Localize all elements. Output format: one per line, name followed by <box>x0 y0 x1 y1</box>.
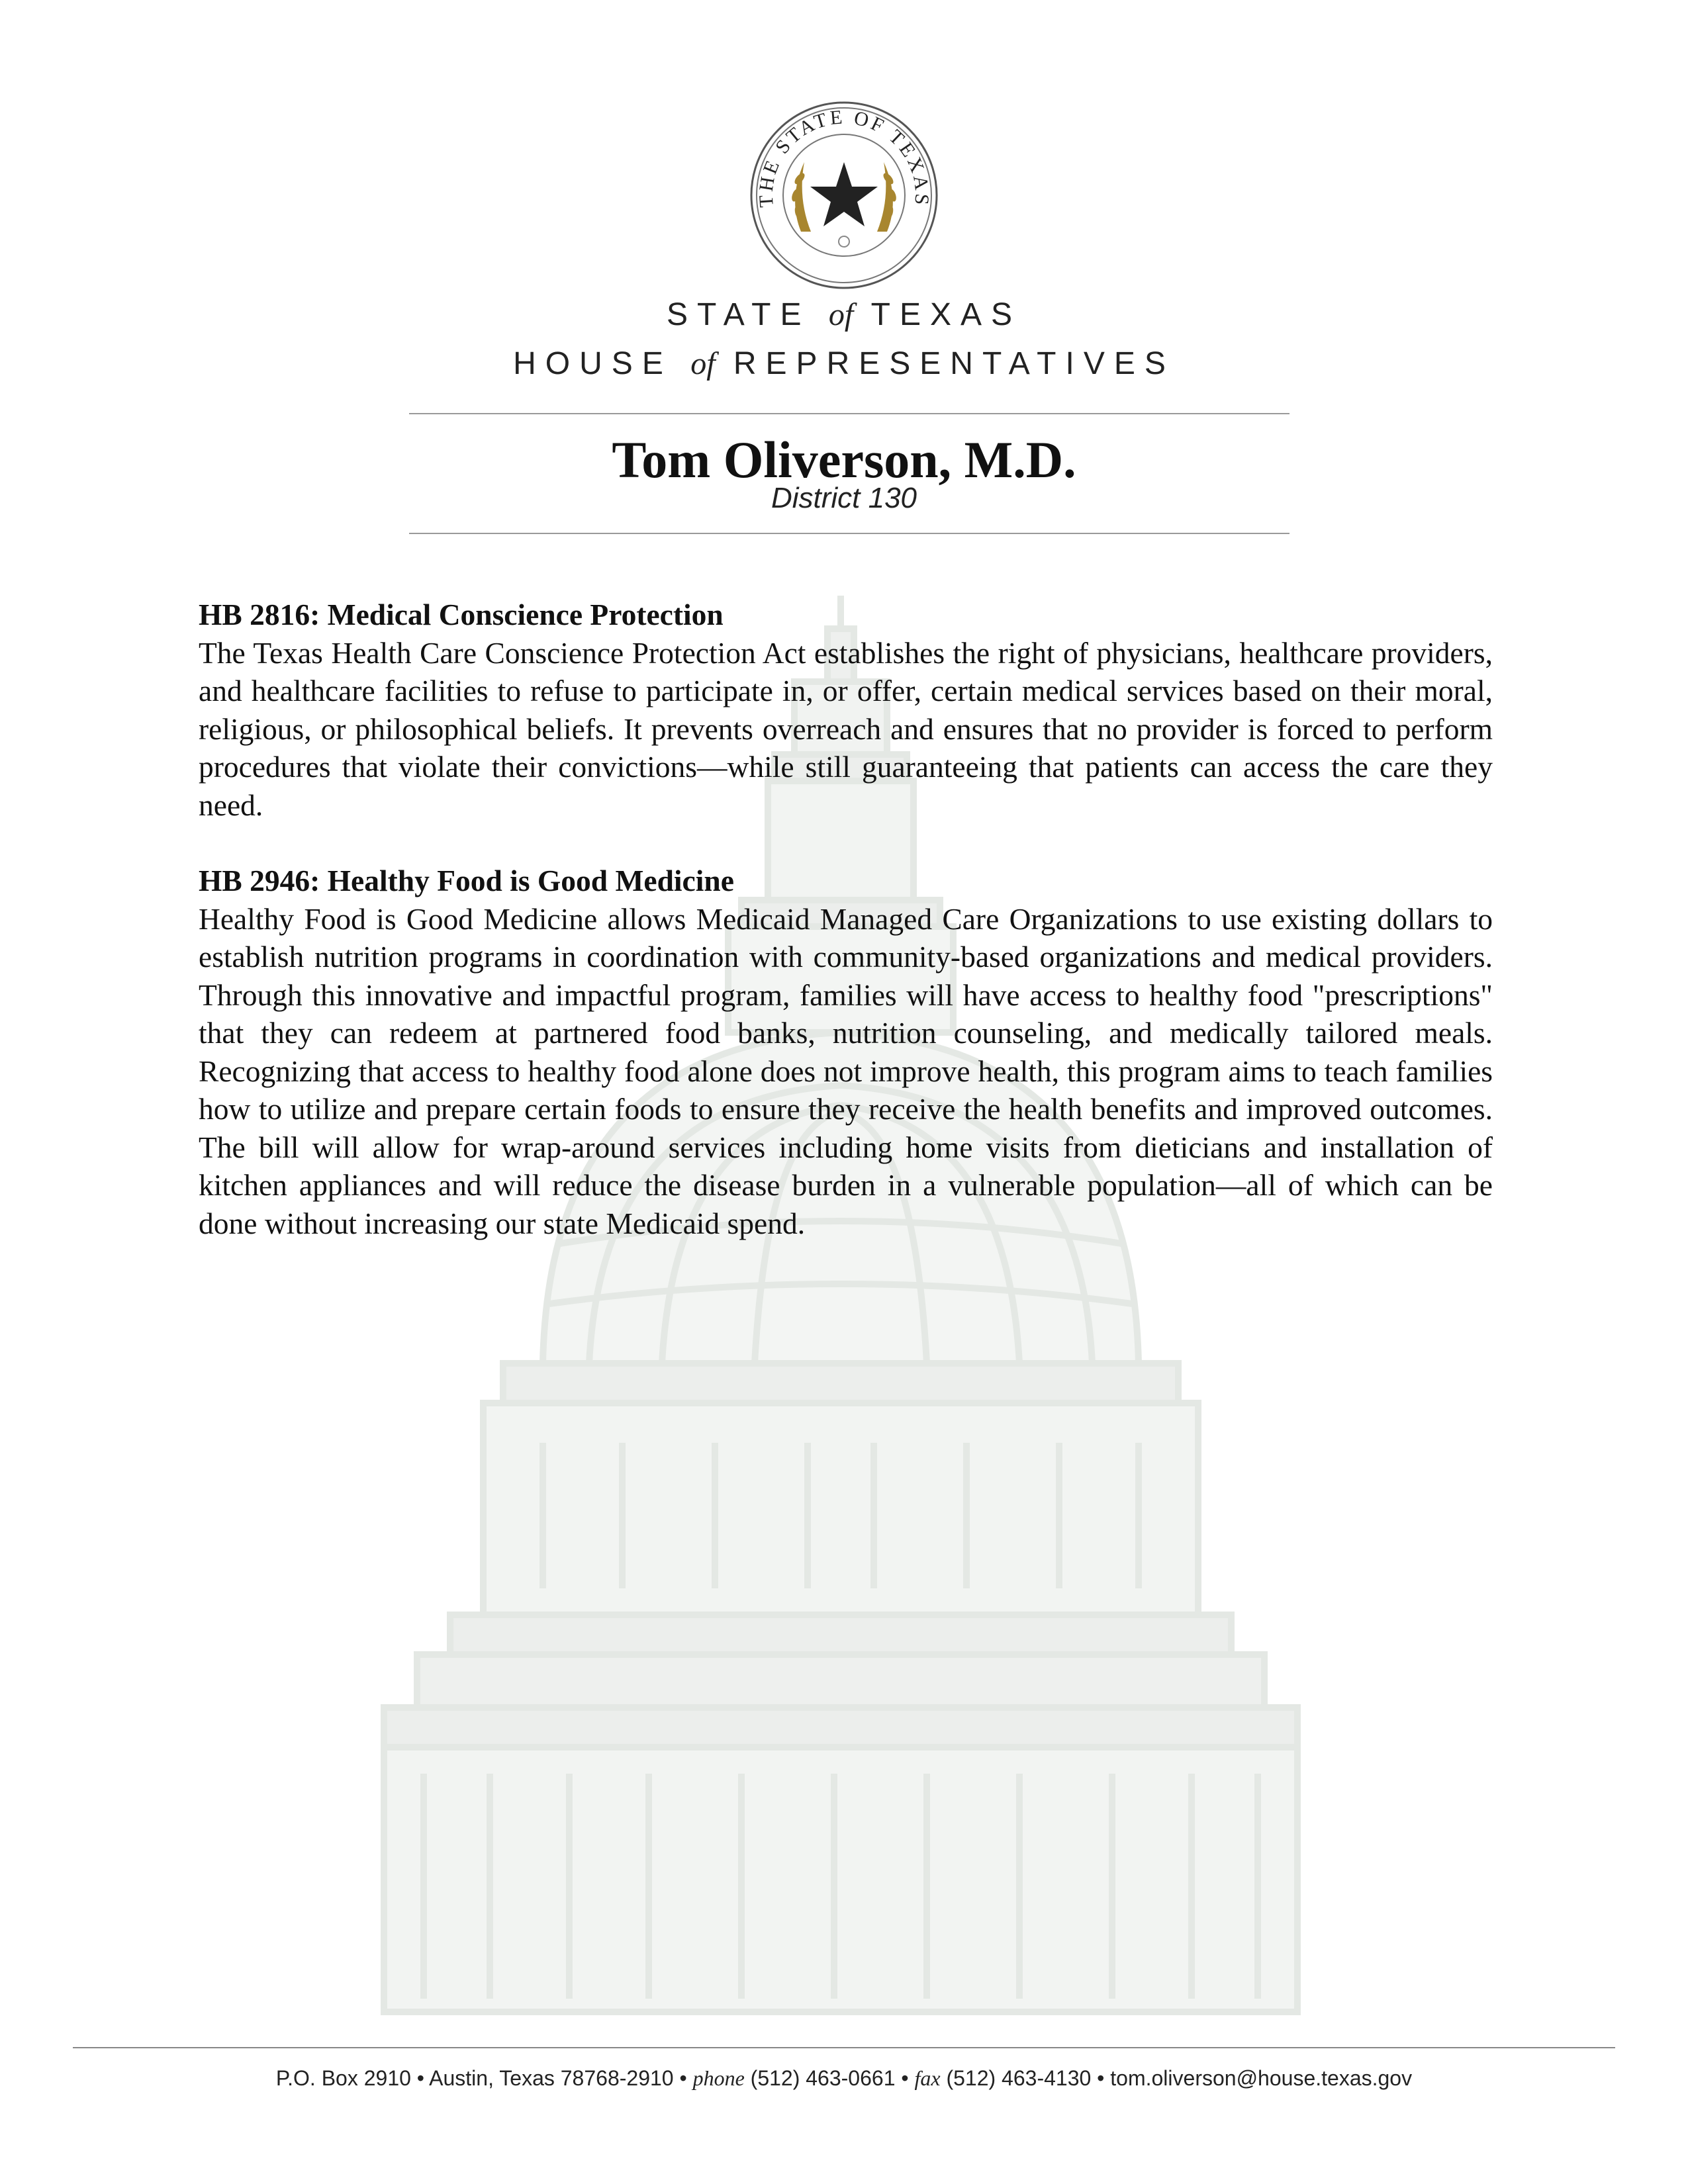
state-of-word: of <box>828 297 854 332</box>
state-of-texas-heading <box>0 296 1688 333</box>
bill-summaries <box>199 596 1493 1280</box>
house-word: HOUSE <box>513 346 673 381</box>
representative-name: Tom Oliverson, M.D. <box>612 431 1076 488</box>
house-of-representatives-heading <box>0 345 1688 382</box>
svg-text:THE STATE OF TEXAS: THE STATE OF TEXAS <box>755 106 933 208</box>
bill-title: HB 2946: Healthy Food is Good Medicine <box>199 864 734 897</box>
district-label: District 130 <box>771 482 917 514</box>
bill-title: HB 2816: Medical Conscience Protection <box>199 598 724 631</box>
house-of-word: of <box>690 346 716 381</box>
bill-description: The Texas Health Care Conscience Protection Act establishes the right of physicians, healthcare providers, and healthcare facilities to refuse to participate in, or offer, certain medical services based on their moral, religious, or philosophical beliefs. It prevents overreach and ensures that no provider is forced to perform procedures that violate their convictions—while still guaranteeing that patients can access the care they need. <box>199 635 1493 822</box>
footer-email: tom.oliverson@house.texas.gov <box>1110 2066 1413 2090</box>
fax-label: fax <box>914 2066 941 2090</box>
footer-contact <box>0 2066 1688 2091</box>
footer-phone: (512) 463-0661 • <box>750 2066 909 2090</box>
footer-address: P.O. Box 2910 • Austin, Texas 78768-2910 • <box>275 2066 687 2090</box>
header-divider-top <box>409 413 1289 414</box>
state-seal-icon <box>748 99 940 291</box>
footer-fax: (512) 463-4130 • <box>946 2066 1105 2090</box>
house-name: REPRESENTATIVES <box>733 346 1175 381</box>
bill-section <box>199 596 1493 824</box>
phone-label: phone <box>692 2066 745 2090</box>
state-word: STATE <box>666 297 811 332</box>
footer-divider <box>73 2047 1615 2048</box>
bill-description: Healthy Food is Good Medicine allows Medicaid Managed Care Organizations to use existing dollars to establish nutrition programs in coordination with community-based organizations and medical providers. Through this innovative and impactful program, families will have access to healthy food "prescriptions" that they can redeem at partnered food banks, nutrition counseling, and medically tailored meals. Recognizing that access to healthy food alone does not improve health, this program aims to teach families how to utilize and prepare certain foods to ensure they receive the health benefits and improved outcomes. The bill will allow for wrap-around services including home visits from dieticians and installation of kitchen appliances and will reduce the disease burden in a vulnerable population—all of which can be done without increasing our state Medicaid spend. <box>199 901 1493 1240</box>
state-name: TEXAS <box>870 297 1022 332</box>
bill-section <box>199 862 1493 1242</box>
header-divider-bottom <box>409 533 1289 534</box>
